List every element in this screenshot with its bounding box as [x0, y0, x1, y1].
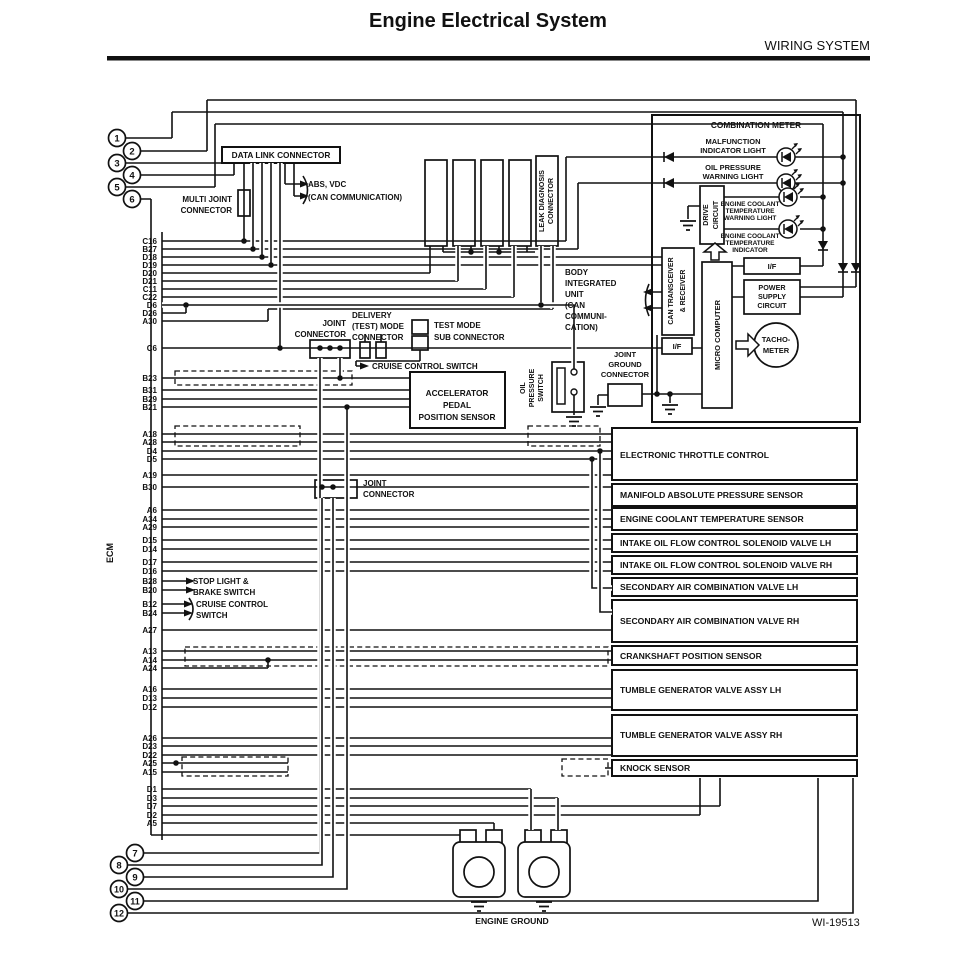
pin-label: B12 — [142, 600, 157, 609]
svg-text:CONNECTOR: CONNECTOR — [294, 330, 346, 339]
delivery-mode-label: DELIVERY — [352, 311, 392, 320]
right-box-label: TUMBLE GENERATOR VALVE ASSY LH — [620, 685, 782, 695]
pin-label: D7 — [146, 802, 157, 811]
ground-icon — [566, 417, 582, 426]
joint-ground-connector-box — [608, 384, 642, 406]
pin-label: A27 — [142, 626, 157, 635]
pin-label: A28 — [142, 438, 157, 447]
pin-label: D16 — [142, 567, 157, 576]
ecm-pin-labels — [142, 237, 157, 828]
callout-6 — [124, 191, 141, 208]
pin-label: B21 — [142, 403, 157, 412]
header — [107, 10, 870, 61]
pin-label: B31 — [142, 386, 157, 395]
svg-text:INDICATOR: INDICATOR — [732, 247, 768, 254]
delivery-mode-pin-2 — [376, 342, 386, 358]
svg-text:& RECEIVER: & RECEIVER — [680, 269, 687, 313]
pin-label: D5 — [146, 455, 157, 464]
ect-warning-label: ENGINE COOLANT — [720, 201, 780, 208]
micro-computer-label: MICRO COMPUTER — [713, 300, 722, 370]
pin-label: A16 — [142, 685, 157, 694]
pin-label: C22 — [142, 293, 157, 302]
test-mode-sub-label: TEST MODE — [434, 321, 481, 330]
tachometer-label: TACHO- — [761, 335, 791, 344]
delivery-mode-pin-1 — [360, 342, 370, 358]
pin-label: A14 — [142, 656, 157, 665]
svg-text:SUB CONNECTOR: SUB CONNECTOR — [434, 333, 505, 342]
callout-10 — [111, 881, 128, 898]
brace — [303, 176, 308, 204]
callout-1 — [109, 130, 126, 147]
svg-text:CONNECTOR: CONNECTOR — [180, 206, 232, 215]
page-title: Engine Electrical System — [369, 10, 607, 32]
svg-text:TEMPERATURE: TEMPERATURE — [725, 240, 775, 247]
pin-label: D15 — [142, 536, 157, 545]
pin-label: C16 — [142, 237, 157, 246]
pin-label: A25 — [142, 759, 157, 768]
can-transceiver-box — [662, 248, 694, 335]
svg-text:COMMUNI-: COMMUNI- — [565, 312, 607, 321]
shield-crank — [185, 647, 608, 666]
pin-label: B20 — [142, 586, 157, 595]
pin-label: A19 — [142, 471, 157, 480]
callout-9 — [127, 869, 144, 886]
leak-diagnosis-label: LEAK DIAGNOSIS — [537, 170, 546, 232]
right-box-label: ELECTRONIC THROTTLE CONTROL — [620, 450, 769, 460]
switch-contact — [571, 369, 577, 375]
right-box-label: MANIFOLD ABSOLUTE PRESSURE SENSOR — [620, 490, 804, 500]
oil-pressure-switch-label: OIL — [520, 382, 527, 394]
pin-label: D17 — [142, 558, 157, 567]
pin-label: A15 — [142, 768, 157, 777]
svg-text:TEMPERATURE: TEMPERATURE — [725, 208, 775, 215]
callout-3 — [109, 155, 126, 172]
multi-joint-connector-label: MULTI JOINT — [182, 195, 232, 204]
combination-meter-label: COMBINATION METER — [710, 120, 802, 130]
engine-ground-lug-2 — [518, 830, 570, 897]
svg-text:1: 1 — [114, 133, 120, 145]
ect-indicator-label: ENGINE COOLANT — [720, 233, 780, 240]
right-box-label: SECONDARY AIR COMBINATION VALVE RH — [620, 616, 800, 626]
callout-2 — [124, 143, 141, 160]
stop-light-label: STOP LIGHT & — [193, 577, 249, 586]
switch-contact — [571, 389, 577, 395]
joint-connector-1-label: JOINT — [322, 319, 346, 328]
svg-text:10: 10 — [113, 884, 125, 895]
svg-text:2: 2 — [129, 146, 135, 158]
body-integrated-unit-label: BODY — [565, 268, 589, 277]
pin-label: D3 — [146, 794, 157, 803]
svg-text:(CAN: (CAN — [565, 301, 585, 310]
joint-ground-connector-label: JOINT — [613, 350, 637, 359]
svg-text:7: 7 — [132, 848, 138, 860]
svg-text:(CAN COMMUNICATION): (CAN COMMUNICATION) — [308, 193, 403, 202]
cruise-control-switch-mid-label: CRUISE CONTROL SWITCH — [372, 362, 478, 371]
ignition-coil-1-box — [425, 160, 447, 246]
section-title: WIRING SYSTEM — [764, 38, 870, 53]
svg-text:12: 12 — [113, 908, 125, 919]
pin-label: D20 — [142, 269, 157, 278]
callout-7 — [127, 845, 144, 862]
test-mode-sub-connector-pin-1 — [412, 320, 428, 334]
pin-label: D26 — [142, 309, 157, 318]
svg-text:3: 3 — [114, 158, 120, 170]
pin-label: B30 — [142, 483, 157, 492]
svg-text:11: 11 — [130, 896, 140, 907]
pin-label: A34 — [142, 515, 157, 524]
svg-text:CONNECTOR: CONNECTOR — [352, 333, 404, 342]
power-supply-label: POWER — [758, 283, 786, 292]
svg-text:CIRCUIT: CIRCUIT — [757, 301, 787, 310]
svg-text:CONNECTOR: CONNECTOR — [600, 370, 650, 379]
pin-label: D6 — [146, 301, 157, 310]
pin-label: A24 — [142, 664, 157, 673]
callout-11 — [127, 893, 144, 910]
brace — [646, 284, 650, 316]
svg-text:8: 8 — [116, 860, 122, 872]
shield-knock-right — [562, 759, 608, 776]
pin-label: B29 — [142, 395, 157, 404]
if-bottom-label: I/F — [672, 342, 682, 351]
engine-ground-lug-1 — [453, 830, 505, 897]
ignition-coil-3-box — [481, 160, 503, 246]
tachometer-circle — [754, 323, 798, 367]
brace — [189, 598, 193, 620]
svg-text:PRESSURE: PRESSURE — [529, 368, 536, 408]
pin-label: B24 — [142, 609, 157, 618]
svg-text:WARNING LIGHT: WARNING LIGHT — [702, 172, 764, 181]
mil-label: MALFUNCTION — [705, 137, 761, 146]
shield-knock-left — [182, 757, 288, 776]
svg-text:CIRCUIT: CIRCUIT — [713, 200, 720, 230]
pin-label: A26 — [142, 734, 157, 743]
can-transceiver-label: CAN TRANSCEIVER — [668, 257, 675, 325]
pin-label: A13 — [142, 647, 157, 656]
svg-text:METER: METER — [762, 346, 790, 355]
data-link-connector-label: DATA LINK CONNECTOR — [231, 150, 331, 160]
ecm-label: ECM — [105, 543, 115, 563]
svg-text:CONNECTOR: CONNECTOR — [546, 177, 555, 225]
pin-label: D14 — [142, 545, 157, 554]
ignition-coil-2-box — [453, 160, 475, 246]
pin-label: D4 — [146, 447, 157, 456]
svg-text:INTEGRATED: INTEGRATED — [565, 279, 617, 288]
if-top-label: I/F — [767, 262, 777, 271]
ignition-coil-4-box — [509, 160, 531, 246]
svg-text:SWITCH: SWITCH — [196, 611, 228, 620]
pin-label: A30 — [142, 317, 157, 326]
ground-icon — [590, 407, 606, 416]
pin-label: A6 — [146, 506, 157, 515]
svg-text:GROUND: GROUND — [608, 360, 642, 369]
callout-8 — [111, 857, 128, 874]
pin-label: B27 — [142, 245, 157, 254]
arrow-icon — [360, 363, 369, 370]
pin-label: A18 — [142, 430, 157, 439]
right-box-label: CRANKSHAFT POSITION SENSOR — [620, 651, 762, 661]
svg-text:9: 9 — [132, 872, 138, 884]
pin-label: A29 — [142, 523, 157, 532]
shield-dashed-boxes — [175, 371, 608, 776]
svg-text:CATION): CATION) — [565, 323, 598, 332]
callouts — [109, 130, 144, 922]
pin-label: D18 — [142, 253, 157, 262]
callout-4 — [124, 167, 141, 184]
pin-label: D2 — [146, 811, 157, 820]
svg-text:UNIT: UNIT — [565, 290, 584, 299]
right-box-label: SECONDARY AIR COMBINATION VALVE LH — [620, 582, 799, 592]
pin-label: D1 — [146, 785, 157, 794]
header-rule — [107, 56, 870, 61]
shield-a18-a28 — [175, 426, 300, 446]
svg-text:4: 4 — [129, 170, 135, 182]
right-box-label: INTAKE OIL FLOW CONTROL SOLENOID VALVE RH — [620, 560, 833, 570]
engine-ground-label: ENGINE GROUND — [475, 916, 549, 926]
callout-5 — [109, 179, 126, 196]
oil-warning-label: OIL PRESSURE — [705, 163, 761, 172]
pin-label: D12 — [142, 703, 157, 712]
pin-label: B23 — [142, 374, 157, 383]
right-box-label: KNOCK SENSOR — [620, 763, 691, 773]
abs-vdc-label: ABS, VDC — [308, 180, 347, 189]
right-box-label: TUMBLE GENERATOR VALVE ASSY RH — [620, 730, 783, 740]
pin-label: C11 — [142, 285, 157, 294]
pin-label: D21 — [142, 277, 157, 286]
svg-text:SUPPLY: SUPPLY — [757, 292, 787, 301]
document-id: WI-19513 — [812, 917, 860, 929]
pin-label: D22 — [142, 751, 157, 760]
svg-text:PEDAL: PEDAL — [442, 400, 472, 410]
pin-label: D19 — [142, 261, 157, 270]
right-box-label: INTAKE OIL FLOW CONTROL SOLENOID VALVE LH — [620, 538, 832, 548]
svg-text:5: 5 — [114, 182, 120, 194]
svg-text:POSITION SENSOR: POSITION SENSOR — [418, 412, 496, 422]
pin-label: D23 — [142, 742, 157, 751]
shield-throttle — [528, 426, 600, 446]
pin-label: D13 — [142, 694, 157, 703]
svg-text:SWITCH: SWITCH — [538, 374, 545, 402]
svg-text:INDICATOR LIGHT: INDICATOR LIGHT — [700, 146, 766, 155]
pin-label: A5 — [146, 819, 157, 828]
right-box-label: ENGINE COOLANT TEMPERATURE SENSOR — [620, 514, 804, 524]
svg-text:CONNECTOR: CONNECTOR — [363, 490, 415, 499]
callout-12 — [111, 905, 128, 922]
drive-circuit-label: DRIVE — [703, 204, 710, 226]
svg-text:WARNING LIGHT: WARNING LIGHT — [723, 215, 777, 222]
accelerator-pedal-label: ACCELERATOR — [425, 388, 489, 398]
svg-text:(TEST) MODE: (TEST) MODE — [352, 322, 404, 331]
svg-text:BRAKE SWITCH: BRAKE SWITCH — [193, 588, 256, 597]
cruise-control-label: CRUISE CONTROL — [196, 600, 268, 609]
svg-text:6: 6 — [129, 194, 135, 206]
pin-label: B28 — [142, 577, 157, 586]
joint-connector-2-label: JOINT — [363, 479, 387, 488]
pin-label: C6 — [146, 344, 157, 353]
